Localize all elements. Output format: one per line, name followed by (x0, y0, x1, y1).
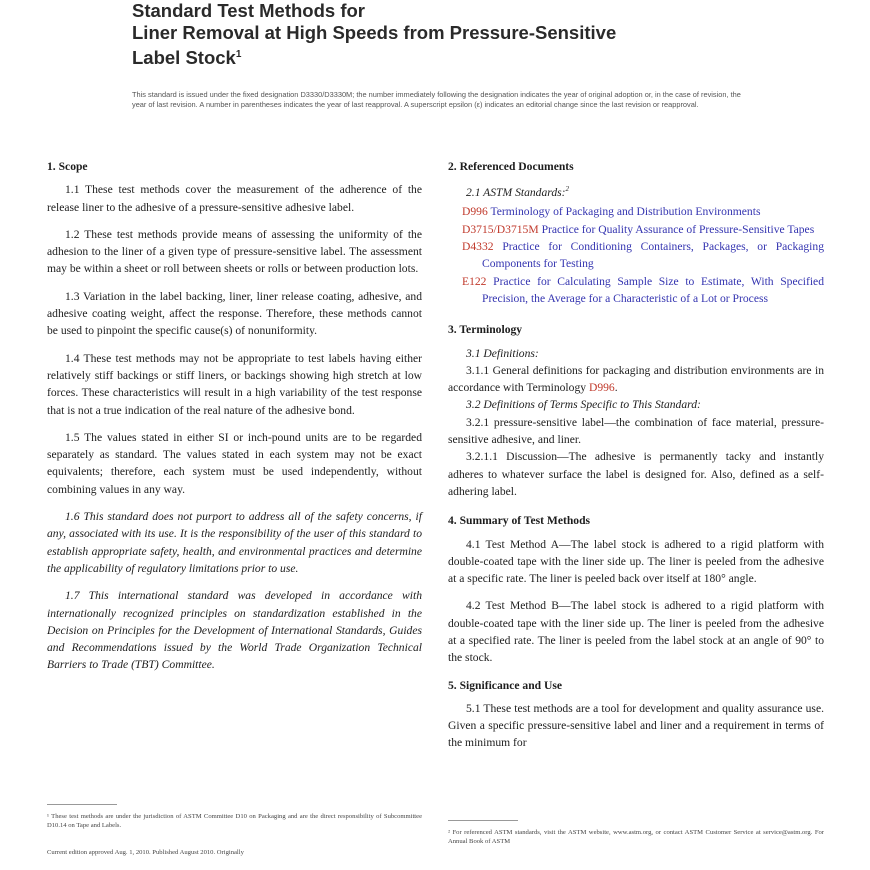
reference-d3715[interactable] (448, 221, 824, 238)
terminology-heading: 3. Terminology (448, 323, 523, 337)
paragraph-1-1: 1.1 These test methods cover the measurement of the adherence of the release liner to the adhesive of a pressure-sensitive adhesive label. (47, 183, 422, 214)
footnote-divider-left (47, 804, 117, 805)
discussion-3-2-1-1: 3.2.1.1 Discussion—The adhesive is permanently tacky and instantly adheres to whatever surface the label is designed for. Also, defined as a self-adhering label. (448, 450, 824, 498)
astm-standards-footnote-mark: 2 (565, 185, 570, 194)
reference-title: Terminology of Packaging and Distribution Environments (490, 205, 761, 219)
scope-heading: 1. Scope (47, 160, 88, 173)
referenced-documents-heading: 2. Referenced Documents (448, 160, 574, 173)
summary-heading: 4. Summary of Test Methods (448, 514, 591, 528)
definitions-specific-label: 3.2 Definitions of Terms Specific to This Standard: (466, 398, 701, 412)
definitions-label: 3.1 Definitions: (466, 346, 539, 360)
reference-title: Practice for Conditioning Containers, Packages, or Packaging Components for Testing (482, 240, 824, 271)
standard-designation-note: This standard is issued under the fixed designation D3330/D3330M; the number immediately following the designation indicates the year of original adoption or, in the case of revision, the year of last revision. A number in parentheses indicates the year of last reapproval. A superscript epsilon (ε) indicates an editorial change since the last revision or reapproval. (132, 90, 741, 109)
title-line-2: Liner Removal at High Speeds from Pressure-Sensitive (132, 22, 617, 43)
paragraph-5-1: 5.1 These test methods are a tool for development and quality assurance use. Given a specific pressure-sensitive label and liner and a requirement in terms of the minimum for (448, 701, 824, 750)
reference-d4332[interactable] (448, 238, 824, 273)
paragraph-1-2: 1.2 These test methods provide means of assessing the uniformity of the adhesion to the liner of a given type of pressure-sensitive label. The assessment may be within a sheet or roll between sheets or rolls or between production lots. (47, 227, 422, 276)
reference-title: Practice for Quality Assurance of Pressure-Sensitive Tapes (541, 222, 815, 236)
title-line-3-text: Label Stock (132, 47, 236, 69)
definition-3-2-1: 3.2.1 pressure-sensitive label—the combination of face material, pressure-sensitive adhesive, and liner. (448, 415, 824, 447)
footnote-current-edition: Current edition approved Aug. 1, 2010. Published August 2010. Originally (47, 849, 244, 856)
document-title (132, 0, 772, 69)
astm-standards-intro (466, 181, 824, 201)
paragraph-1-4: 1.4 These test methods may not be appropriate to test labels having either relatively stiff backings or stiff liners, or backings showing high stretch at low forces. These characteristics will result in a high variability of the test response that is not a true indication of the real nature of the adhesive bond. (47, 351, 422, 417)
definition-3-1-1 (448, 362, 824, 397)
reference-code: E122 (462, 274, 487, 288)
reference-e122[interactable] (448, 273, 824, 308)
title-line-1: Standard Test Methods for (132, 0, 365, 21)
reference-code: D4332 (462, 240, 494, 254)
title-footnote-mark: 1 (235, 49, 242, 60)
reference-code: D3715/D3715M (462, 222, 539, 236)
footnote-divider-right (448, 820, 518, 821)
footnote-2: ² For referenced ASTM standards, visit the ASTM website, www.astm.org, or contact ASTM Customer Service at service@astm.org. For Annual Book of ASTM (448, 829, 824, 846)
paragraph-1-7: 1.7 This international standard was developed in accordance with internationally recognized principles on standardization established in the Decision on Principles for the Development of International Standards, Guides and Recommendations issued by the World Trade Organization Technical Barriers to Trade (TBT) Committee. (47, 589, 422, 672)
spacer (448, 500, 824, 512)
definition-3-1-1-text: 3.1.1 General definitions for packaging and distribution environments are in accordance with Terminology (448, 363, 824, 395)
terminology-link-d996[interactable]: D996 (588, 381, 615, 395)
footnote-1: ¹ These test methods are under the jurisdiction of ASTM Committee D10 on Packaging and are the direct responsibility of Subcommittee D10.14 on Tape and Labels. (47, 813, 422, 830)
significance-heading: 5. Significance and Use (448, 678, 563, 692)
astm-standards-label: 2.1 ASTM Standards: (466, 186, 566, 200)
reference-code: D996 (462, 205, 488, 219)
right-column (448, 158, 824, 762)
paragraph-1-5: 1.5 The values stated in either SI or inch-pound units are to be regarded separately as standard. The values stated in each system may not be exact equivalents; therefore, each system must be used independently, without combining values in any way. (47, 430, 422, 496)
paragraph-4-1: 4.1 Test Method A—The label stock is adhered to a rigid platform with double-coated tape with the liner side up. The liner is peeled from the adhesive at a specific rate. The liner is peeled back over itself at 180° angle. (448, 537, 824, 586)
paragraph-4-2: 4.2 Test Method B—The label stock is adhered to a rigid platform with double-coated tape with the liner side up. The liner is peeled from the adhesive at a specified rate. The liner is peeled from the label stock at an angle of 90° to the stock. (448, 599, 824, 665)
title-line-3 (132, 44, 772, 69)
paragraph-1-3: 1.3 Variation in the label backing, liner, liner release coating, adhesive, and adhesive coating weight, affect the response. Therefore, these methods cannot be used to pinpoint the specific cause(s) of nonuniformity. (47, 289, 422, 338)
left-column (47, 158, 422, 684)
reference-d996[interactable] (448, 203, 824, 220)
paragraph-1-6: 1.6 This standard does not purport to address all of the safety concerns, if any, associated with its use. It is the responsibility of the user of this standard to establish appropriate safety, health, and environmental practices and determine the applicability of regulatory limitations prior to use. (47, 510, 422, 575)
definition-3-1-1-end: . (614, 381, 618, 395)
reference-title: Practice for Calculating Sample Size to Estimate, With Specified Precision, the Average for a Characteristic of a Lot or Process (482, 274, 824, 305)
